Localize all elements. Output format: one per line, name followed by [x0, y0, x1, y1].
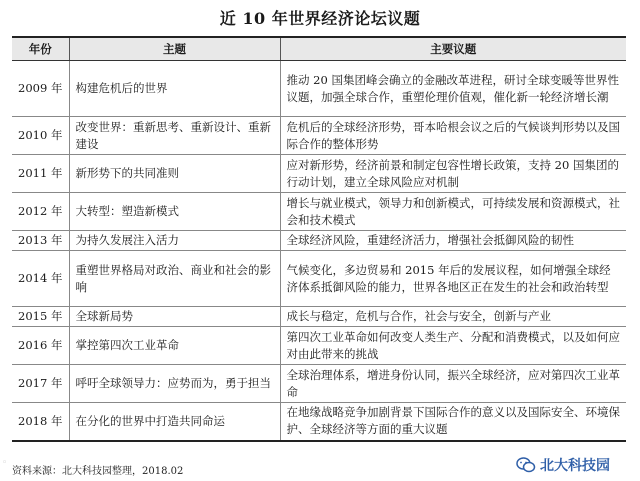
row-year: 2013 年	[12, 231, 69, 251]
row-year: 2009 年	[12, 61, 69, 117]
row-theme: 在分化的世界中打造共同命运	[69, 403, 280, 441]
row-topics: 成长与稳定，危机与合作，社会与安全，创新与产业	[280, 307, 626, 327]
row-year: 2014 年	[12, 251, 69, 307]
table-row	[12, 155, 626, 193]
row-topics: 第四次工业革命如何改变人类生产、分配和消费模式，以及如何应对由此带来的挑战	[280, 327, 626, 365]
row-theme: 呼吁全球领导力：应势而为，勇于担当	[69, 365, 280, 403]
row-theme: 掌控第四次工业革命	[69, 327, 280, 365]
row-year: 2018 年	[12, 403, 69, 441]
row-year: 2016 年	[12, 327, 69, 365]
header-theme: 主题	[69, 37, 280, 61]
table-row	[12, 61, 626, 117]
table-row	[12, 307, 626, 327]
row-theme: 全球新局势	[69, 307, 280, 327]
table-row	[12, 403, 626, 441]
source-note: 资料来源：北大科技园整理，2018.02	[12, 466, 184, 477]
table-header-row	[12, 37, 626, 61]
table-row	[12, 365, 626, 403]
row-topics: 在地缘战略竞争加剧背景下国际合作的意义以及国际安全、环境保护、全球经济等方面的重大议题	[280, 403, 626, 441]
table-row	[12, 231, 626, 251]
row-year: 2010 年	[12, 117, 69, 155]
table-row	[12, 117, 626, 155]
row-theme: 为持久发展注入活力	[69, 231, 280, 251]
forum-topics-table	[12, 36, 626, 442]
row-theme: 改变世界：重新思考、重新设计、重新建设	[69, 117, 280, 155]
row-theme: 新形势下的共同准则	[69, 155, 280, 193]
row-theme: 重塑世界格局对政治、商业和社会的影响	[69, 251, 280, 307]
row-year: 2015 年	[12, 307, 69, 327]
watermark-left-icon: ◦	[2, 458, 8, 468]
wechat-icon	[516, 457, 536, 473]
table-row	[12, 193, 626, 231]
table-row	[12, 251, 626, 307]
watermark	[516, 455, 610, 475]
row-theme: 大转型：塑造新模式	[69, 193, 280, 231]
row-topics: 危机后的全球经济形势，哥本哈根会议之后的气候谈判形势以及国际合作的整体形势	[280, 117, 626, 155]
row-year: 2011 年	[12, 155, 69, 193]
row-topics: 全球经济风险，重建经济活力，增强社会抵御风险的韧性	[280, 231, 626, 251]
row-topics: 全球治理体系，增进身份认同，振兴全球经济，应对第四次工业革命	[280, 365, 626, 403]
page-title: 近 10 年世界经济论坛议题	[219, 9, 421, 28]
row-topics: 应对新形势，经济前景和制定包容性增长政策，支持 20 国集团的行动计划，建立全球风险应对机制	[280, 155, 626, 193]
header-year: 年份	[12, 37, 69, 61]
table-row	[12, 327, 626, 365]
row-theme: 构建危机后的世界	[69, 61, 280, 117]
row-topics: 气候变化，多边贸易和 2015 年后的发展议程，如何增强全球经济体系抵御风险的能力，世界各地区正在发生的社会和政治转型	[280, 251, 626, 307]
row-topics: 推动 20 国集团峰会确立的金融改革进程，研讨全球变暖等世界性议题，加强全球合作，重塑伦理价值观，催化新一轮经济增长潮	[280, 61, 626, 117]
row-year: 2017 年	[12, 365, 69, 403]
header-topics: 主要议题	[280, 37, 626, 61]
row-topics: 增长与就业模式，领导力和创新模式，可持续发展和资源模式，社会和技术模式	[280, 193, 626, 231]
watermark-text: 北大科技园	[540, 458, 610, 474]
row-year: 2012 年	[12, 193, 69, 231]
